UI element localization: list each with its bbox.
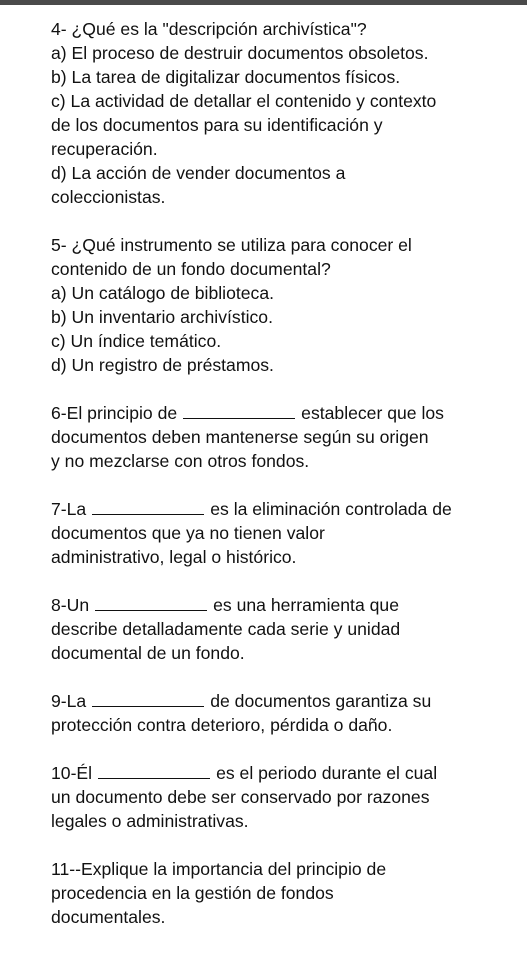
question-8 [51, 593, 521, 665]
question-9 [51, 689, 521, 737]
question-5-option-b: b) Un inventario archivístico. [51, 307, 273, 327]
question-11 [51, 857, 521, 929]
question-11-line-1: 11--Explique la importancia del principio de [51, 859, 387, 879]
question-9-text-before-blank: 9-La [51, 691, 87, 711]
question-6-text-after-blank: establecer que los [301, 403, 444, 423]
question-7-blank [92, 500, 204, 515]
question-7 [51, 497, 521, 569]
question-4-option-c-line-2: de los documentos para su identificación y [51, 115, 383, 135]
question-6-blank [183, 404, 295, 419]
question-6-line-2: documentos deben mantenerse según su origen [51, 427, 429, 447]
question-10 [51, 761, 521, 833]
question-11-line-2: procedencia en la gestión de fondos [51, 883, 334, 903]
question-4-option-b: b) La tarea de digitalizar documentos físicos. [51, 67, 401, 87]
question-7-line-1 [51, 497, 521, 521]
question-4 [51, 17, 521, 209]
question-6 [51, 401, 521, 473]
question-5-option-c: c) Un índice temático. [51, 331, 222, 351]
question-10-line-1 [51, 761, 521, 785]
question-7-text-after-blank: es la eliminación controlada de [210, 499, 452, 519]
question-8-blank [95, 596, 207, 611]
question-10-line-2: un documento debe ser conservado por razones [51, 787, 430, 807]
question-4-option-d-line-1: d) La acción de vender documentos a [51, 163, 346, 183]
question-7-line-3: administrativo, legal o histórico. [51, 547, 297, 567]
worksheet [51, 17, 521, 953]
question-9-line-2: protección contra deterioro, pérdida o daño. [51, 715, 393, 735]
question-10-line-3: legales o administrativas. [51, 811, 249, 831]
question-7-line-2: documentos que ya no tienen valor [51, 523, 325, 543]
question-10-text-after-blank: es el periodo durante el cual [216, 763, 438, 783]
question-10-text-before-blank: 10-Él [51, 763, 93, 783]
top-edge-bar [0, 0, 527, 5]
question-7-text-before-blank: 7-La [51, 499, 87, 519]
question-8-line-1 [51, 593, 521, 617]
question-10-blank [98, 764, 210, 779]
question-6-line-3: y no mezclarse con otros fondos. [51, 451, 310, 471]
question-4-option-c-line-1: c) La actividad de detallar el contenido y contexto [51, 91, 437, 111]
question-5-option-d: d) Un registro de préstamos. [51, 355, 274, 375]
question-5-prompt-line-2: contenido de un fondo documental? [51, 259, 331, 279]
question-9-blank [92, 692, 204, 707]
question-6-text-before-blank: 6-El principio de [51, 403, 178, 423]
question-5-option-a: a) Un catálogo de biblioteca. [51, 283, 274, 303]
question-6-line-1 [51, 401, 521, 425]
question-8-text-after-blank: es una herramienta que [213, 595, 399, 615]
question-4-option-a: a) El proceso de destruir documentos obsoletos. [51, 43, 429, 63]
question-5 [51, 233, 521, 377]
question-4-prompt: 4- ¿Qué es la "descripción archivística"? [51, 19, 367, 39]
question-11-line-3: documentales. [51, 907, 166, 927]
question-9-line-1 [51, 689, 521, 713]
question-5-prompt-line-1: 5- ¿Qué instrumento se utiliza para conocer el [51, 235, 412, 255]
question-4-option-d-line-2: coleccionistas. [51, 187, 166, 207]
question-8-line-3: documental de un fondo. [51, 643, 245, 663]
question-9-text-after-blank: de documentos garantiza su [210, 691, 432, 711]
question-4-option-c-line-3: recuperación. [51, 139, 158, 159]
question-8-text-before-blank: 8-Un [51, 595, 90, 615]
question-8-line-2: describe detalladamente cada serie y unidad [51, 619, 401, 639]
